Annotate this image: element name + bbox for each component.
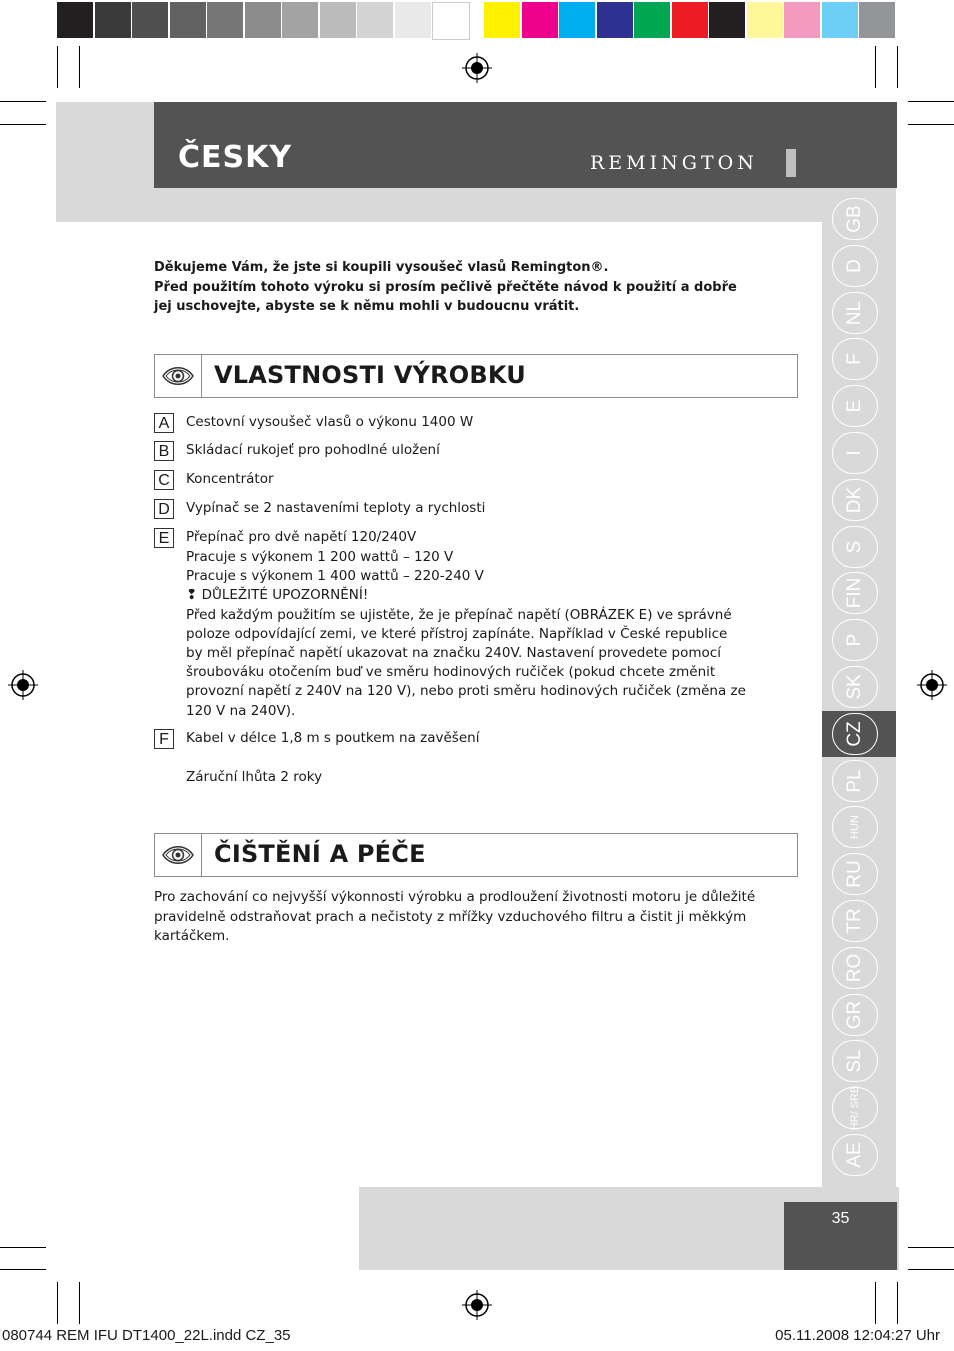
language-tab-label: NL — [844, 300, 865, 325]
feature-e-line: provozní napětí z 240V na 120 V), nebo proti směru hodinových ručiček (změna ze — [186, 683, 746, 700]
language-tab-pill — [832, 245, 878, 287]
brand-mark — [786, 149, 796, 177]
color-swatch — [709, 2, 745, 38]
eye-icon — [155, 834, 201, 876]
crop-mark — [57, 46, 58, 88]
language-tab-label: D — [844, 258, 865, 273]
language-tab-sl[interactable] — [822, 1038, 896, 1084]
gray-swatch — [207, 2, 243, 38]
language-tab-pill — [832, 572, 878, 614]
language-tab-label: CZ — [844, 721, 865, 747]
gray-swatch — [357, 2, 393, 38]
cleaning-heading — [154, 833, 798, 877]
cleaning-line: kartáčkem. — [154, 928, 230, 944]
language-tab-label: HUN — [849, 815, 861, 840]
crop-mark — [908, 1269, 954, 1270]
color-swatch — [484, 2, 520, 38]
color-swatch — [784, 2, 820, 38]
language-tab-label: RO — [844, 953, 865, 983]
crop-mark — [0, 101, 46, 102]
crop-mark — [875, 46, 876, 88]
language-tab-pill — [832, 479, 878, 521]
intro-line: jej uschovejte, abyste se k němu mohli v budoucnu vrátit. — [154, 299, 580, 314]
language-tab-gb[interactable] — [822, 196, 896, 242]
eye-icon-cell — [155, 355, 202, 397]
crop-mark — [79, 1282, 80, 1324]
gray-swatch — [432, 2, 470, 40]
print-slug-filename: 080744 REM IFU DT1400_22L.indd CZ_35 — [2, 1327, 291, 1344]
color-swatch — [559, 2, 595, 38]
feature-text: Cestovní vysoušeč vlasů o výkonu 1400 W — [186, 414, 474, 430]
feature-e-line: 120 V na 240V). — [186, 702, 296, 719]
feature-text: Kabel v délce 1,8 m s poutkem na zavěšení — [186, 730, 480, 746]
intro-line: Před použitím tohoto výroku si prosím pečlivě přečtěte návod k použití a dobře — [154, 279, 737, 295]
language-tab-pill — [832, 619, 878, 661]
section-title: VLASTNOSTI VÝROBKU — [214, 361, 526, 389]
language-tab-label: F — [844, 353, 865, 366]
brand-logo: REMINGTON — [590, 152, 758, 174]
language-tab-pill — [832, 760, 878, 802]
language-tab-pill — [832, 1040, 878, 1082]
registration-mark-icon — [462, 53, 492, 83]
crop-mark — [897, 1282, 898, 1324]
language-tab-pill — [832, 1087, 878, 1129]
crop-mark — [0, 124, 46, 125]
language-tab-pill — [832, 526, 878, 568]
language-title: ČESKY — [178, 140, 293, 175]
language-tab-label: S — [844, 540, 865, 553]
registration-mark-icon — [8, 670, 38, 700]
gray-swatch — [245, 2, 281, 38]
feature-letter: B — [154, 441, 174, 461]
language-tab-tr[interactable] — [822, 898, 896, 944]
language-tab-pill — [832, 806, 878, 848]
page-number-box — [784, 1202, 897, 1270]
language-tab-pill — [832, 900, 878, 942]
cleaning-line: pravidelně odstraňovat prach a nečistoty z mřížky vzduchového filtru a čistit ji měkkým — [154, 908, 747, 925]
color-swatch — [672, 2, 708, 38]
language-tab-label: SK — [844, 674, 865, 700]
color-swatch — [859, 2, 895, 38]
language-tab-label: RU — [844, 860, 865, 888]
gray-swatch — [132, 2, 168, 38]
crop-mark — [57, 1282, 58, 1324]
eye-icon-cell — [155, 834, 202, 876]
feature-e-line: poloze odpovídající zemi, ve které přístroj zapínáte. Například v České republice — [186, 625, 728, 642]
language-tab-label: SL — [844, 1049, 865, 1074]
color-swatch — [597, 2, 633, 38]
language-tab-s[interactable] — [822, 524, 896, 570]
cleaning-line: Pro zachování co nejvyšší výkonnosti výrobku a prodloužení životnosti motoru je důležité — [154, 889, 756, 905]
gray-swatch — [320, 2, 356, 38]
language-tab-i[interactable] — [822, 430, 896, 476]
cleaning-text — [154, 888, 794, 947]
language-tab-sk[interactable] — [822, 664, 896, 710]
language-tab-ae[interactable] — [822, 1132, 896, 1178]
language-tab-label: I — [844, 450, 865, 456]
registration-mark-icon — [917, 670, 947, 700]
warranty-text: Záruční lhůta 2 roky — [186, 769, 323, 785]
color-swatch — [634, 2, 670, 38]
language-tab-pill — [832, 853, 878, 895]
crop-mark — [875, 1282, 876, 1324]
crop-mark — [79, 46, 80, 88]
language-tab-gr[interactable] — [822, 992, 896, 1038]
feature-letter: D — [154, 499, 174, 519]
language-tab-d[interactable] — [822, 243, 896, 289]
language-tab-ro[interactable] — [822, 945, 896, 991]
language-tab-pill — [832, 432, 878, 474]
color-calibration-bar — [484, 2, 897, 38]
feature-e-line: Pracuje s výkonem 1 400 wattů – 220-240 V — [186, 568, 484, 585]
feature-letter: A — [154, 413, 174, 433]
feature-e-line: ❢ DŮLEŽITÉ UPOZORNĚNÍ! — [186, 587, 369, 604]
feature-e-details — [186, 548, 776, 721]
language-tab-pill — [832, 947, 878, 989]
language-tab-hrsrb[interactable] — [822, 1085, 896, 1131]
language-tab-label: TR — [844, 908, 865, 934]
language-tab-label: DK — [844, 486, 865, 513]
language-tab-pill — [832, 198, 878, 240]
language-tab-f[interactable] — [822, 336, 896, 382]
language-tab-fin[interactable] — [822, 570, 896, 616]
crop-mark — [0, 1269, 46, 1270]
language-tab-pill — [832, 994, 878, 1036]
color-swatch — [822, 2, 858, 38]
registration-mark-icon — [462, 1290, 492, 1320]
language-tab-p[interactable] — [822, 617, 896, 663]
language-tab-nl[interactable] — [822, 290, 896, 336]
language-tab-cz[interactable] — [822, 711, 896, 757]
crop-mark — [908, 1247, 954, 1248]
language-tab-label: HR/ SRB — [849, 1085, 861, 1131]
feature-e-line: by měl přepínač napětí ukazovat na značku 240V. Nastavení provedete pomocí — [186, 645, 721, 662]
gray-swatch — [395, 2, 431, 38]
language-tab-pill — [832, 1134, 878, 1176]
language-tab-label: GR — [844, 1000, 865, 1029]
language-tab-pill — [832, 713, 878, 755]
crop-mark — [908, 101, 954, 102]
page-number: 35 — [831, 1210, 850, 1227]
color-swatch — [522, 2, 558, 38]
crop-mark — [908, 124, 954, 125]
print-slug-timestamp: 05.11.2008 12:04:27 Uhr — [775, 1327, 940, 1344]
grayscale-calibration-bar — [57, 2, 472, 38]
feature-e-line: šroubováku otočením buď ve směru hodinových ručiček (pokud chcete změnit — [186, 664, 716, 681]
feature-letter: F — [154, 729, 174, 749]
gray-swatch — [170, 2, 206, 38]
feature-text: Skládací rukojeť pro pohodlné uložení — [186, 442, 440, 458]
language-tab-pill — [832, 666, 878, 708]
language-tab-label: E — [844, 399, 865, 413]
language-tab-e[interactable] — [822, 383, 896, 429]
section-title: ČIŠTĚNÍ A PÉČE — [214, 840, 426, 868]
language-tab-ru[interactable] — [822, 851, 896, 897]
language-tab-dk[interactable] — [822, 477, 896, 523]
intro-line: Děkujeme Vám, že jste si koupili vysoušeč vlasů Remington®. — [154, 260, 609, 275]
eye-icon — [155, 355, 201, 397]
crop-mark — [0, 1247, 46, 1248]
language-tab-pill — [832, 385, 878, 427]
language-tab-label: FIN — [844, 578, 865, 609]
feature-text: Koncentrátor — [186, 471, 274, 487]
gray-swatch — [95, 2, 131, 38]
feature-e-line: Pracuje s výkonem 1 200 wattů – 120 V — [186, 549, 454, 565]
feature-letter: C — [154, 470, 174, 490]
crop-mark — [897, 46, 898, 88]
intro-text — [154, 258, 794, 317]
language-tab-pill — [832, 338, 878, 380]
gray-swatch — [57, 2, 93, 38]
language-tab-hun[interactable] — [822, 804, 896, 850]
feature-text: Vypínač se 2 nastaveními teploty a rychlosti — [186, 500, 486, 516]
language-tab-pill — [832, 292, 878, 334]
language-tab-label: AE — [844, 1142, 865, 1168]
color-swatch — [747, 2, 783, 38]
gray-swatch — [282, 2, 318, 38]
feature-text: Přepínač pro dvě napětí 120/240V — [186, 529, 417, 545]
feature-letter: E — [154, 528, 174, 548]
language-tab-label: GB — [844, 205, 865, 233]
language-tab-label: P — [844, 633, 865, 647]
language-tab-pl[interactable] — [822, 758, 896, 804]
language-tab-label: PL — [844, 768, 865, 793]
features-heading — [154, 354, 798, 398]
feature-e-line: Před každým použitím se ujistěte, že je přepínač napětí (OBRÁZEK E) ve správné — [186, 606, 732, 623]
